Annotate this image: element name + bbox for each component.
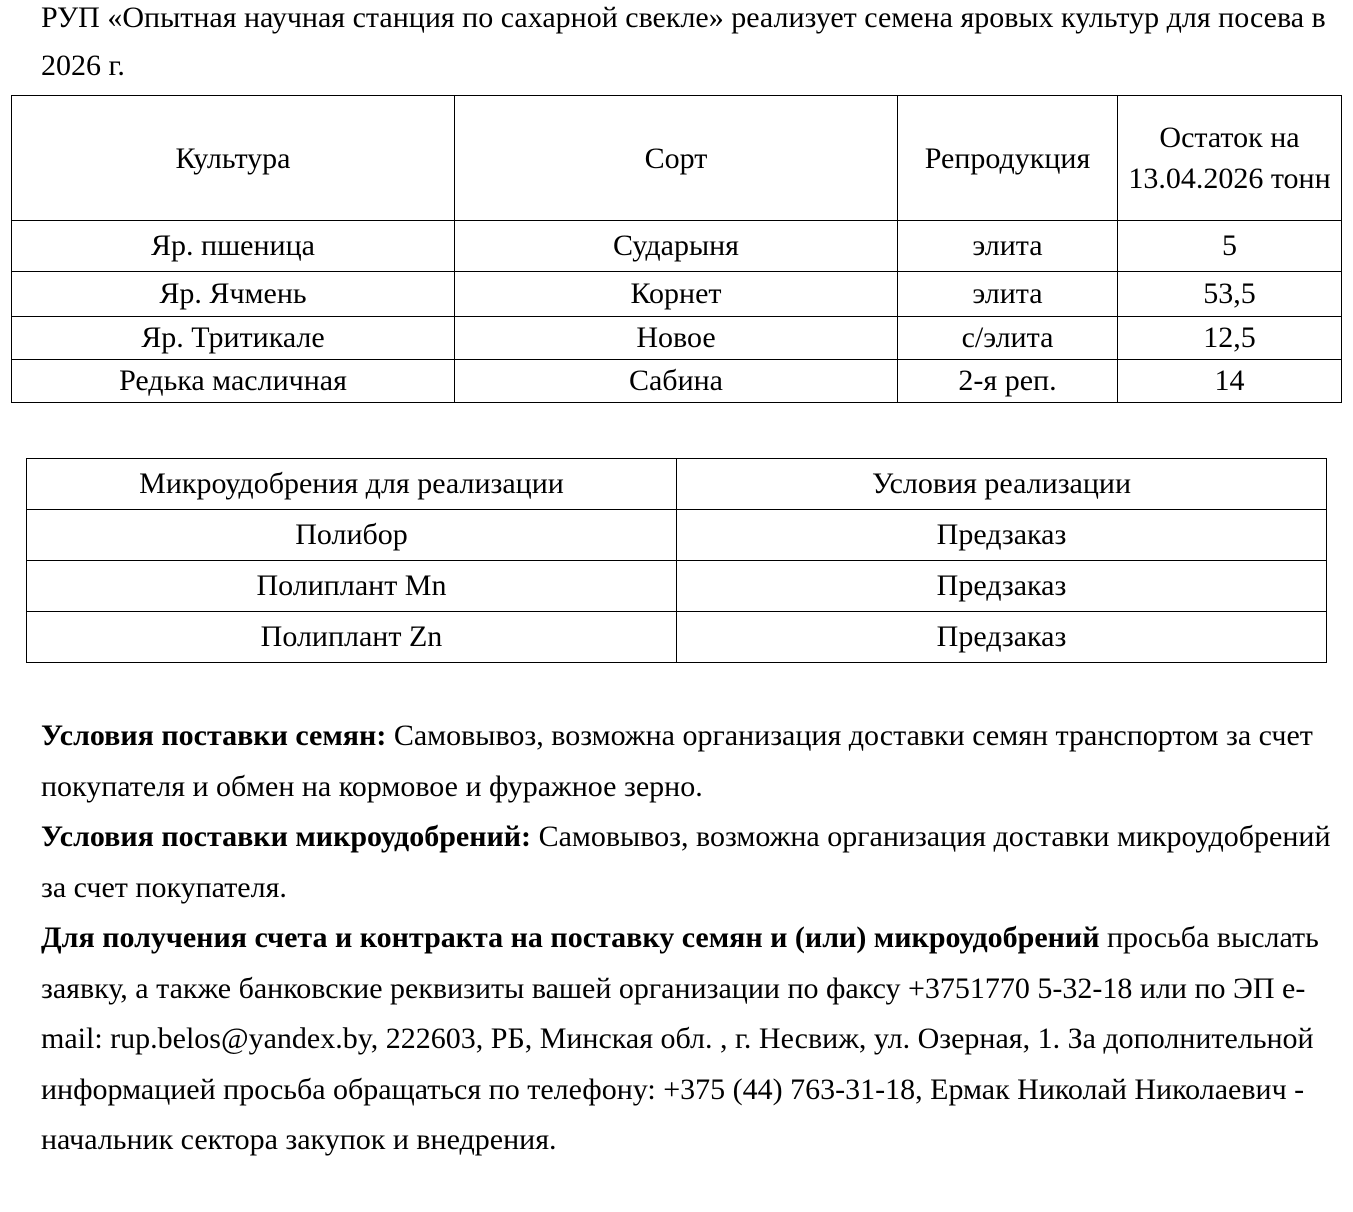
cell-variety: Сабина	[455, 360, 898, 403]
cell-reproduction: с/элита	[898, 317, 1118, 360]
cell-rest: 14	[1118, 360, 1342, 403]
terms-section	[41, 711, 1331, 1166]
contract-text: просьба выслать заявку, а также банковские реквизиты вашей организации по факсу +3751770 5-32-18 или по ЭП e-mail: rup.belos@yandex.by, 222603, РБ, Минская обл. , г. Несвиж, ул. Озерная, 1. За дополнительной информацией просьба обращаться по телефону: +375 (44) 763-31-18, Ермак Николай Николаевич - начальник сектора закупок и внедрения.	[41, 921, 1319, 1156]
cell-reproduction: 2-я реп.	[898, 360, 1118, 403]
cell-variety: Новое	[455, 317, 898, 360]
seeds-table	[11, 95, 1342, 403]
micro-terms-paragraph	[41, 812, 1331, 913]
header-crop: Культура	[12, 96, 455, 221]
table-row	[12, 360, 1342, 403]
cell-crop: Яр. Ячмень	[12, 272, 455, 317]
table-row	[27, 612, 1327, 663]
header-rest: Остаток на 13.04.2026 тонн	[1118, 96, 1342, 221]
intro-text: РУП «Опытная научная станция по сахарной свекле» реализует семена яровых культур для посева в 2026 г.	[41, 1, 1326, 82]
cell-terms: Предзаказ	[677, 510, 1327, 561]
cell-crop: Яр. Тритикале	[12, 317, 455, 360]
header-reproduction: Репродукция	[898, 96, 1118, 221]
cell-rest: 5	[1118, 221, 1342, 272]
table-header-row	[27, 459, 1327, 510]
cell-terms: Предзаказ	[677, 612, 1327, 663]
cell-variety: Сударыня	[455, 221, 898, 272]
table-header-row	[12, 96, 1342, 221]
seeds-terms-paragraph	[41, 711, 1331, 812]
cell-product: Полиплант Zn	[27, 612, 677, 663]
micro-table	[26, 458, 1327, 663]
cell-variety: Корнет	[455, 272, 898, 317]
cell-crop: Яр. пшеница	[12, 221, 455, 272]
cell-product: Полиплант Mn	[27, 561, 677, 612]
micro-terms-text: Самовывоз, возможна организация доставки микроудобрений за счет покупателя.	[41, 820, 1331, 904]
cell-terms: Предзаказ	[677, 561, 1327, 612]
table-row	[12, 221, 1342, 272]
cell-crop: Редька масличная	[12, 360, 455, 403]
seeds-terms-label: Условия поставки семян:	[41, 719, 387, 752]
cell-reproduction: элита	[898, 221, 1118, 272]
table-row	[27, 561, 1327, 612]
table-row	[27, 510, 1327, 561]
cell-reproduction: элита	[898, 272, 1118, 317]
seeds-terms-text: Самовывоз, возможна организация доставки семян транспортом за счет покупателя и обмен на кормовое и фуражное зерно.	[41, 719, 1313, 803]
cell-rest: 53,5	[1118, 272, 1342, 317]
header-product: Микроудобрения для реализации	[27, 459, 677, 510]
micro-terms-label: Условия поставки микроудобрений:	[41, 820, 532, 853]
contract-paragraph	[41, 913, 1331, 1166]
header-variety: Сорт	[455, 96, 898, 221]
table-row	[12, 272, 1342, 317]
contract-label: Для получения счета и контракта на поставку семян и (или) микроудобрений	[41, 921, 1100, 954]
header-terms: Условия реализации	[677, 459, 1327, 510]
table-row	[12, 317, 1342, 360]
cell-rest: 12,5	[1118, 317, 1342, 360]
cell-product: Полибор	[27, 510, 677, 561]
